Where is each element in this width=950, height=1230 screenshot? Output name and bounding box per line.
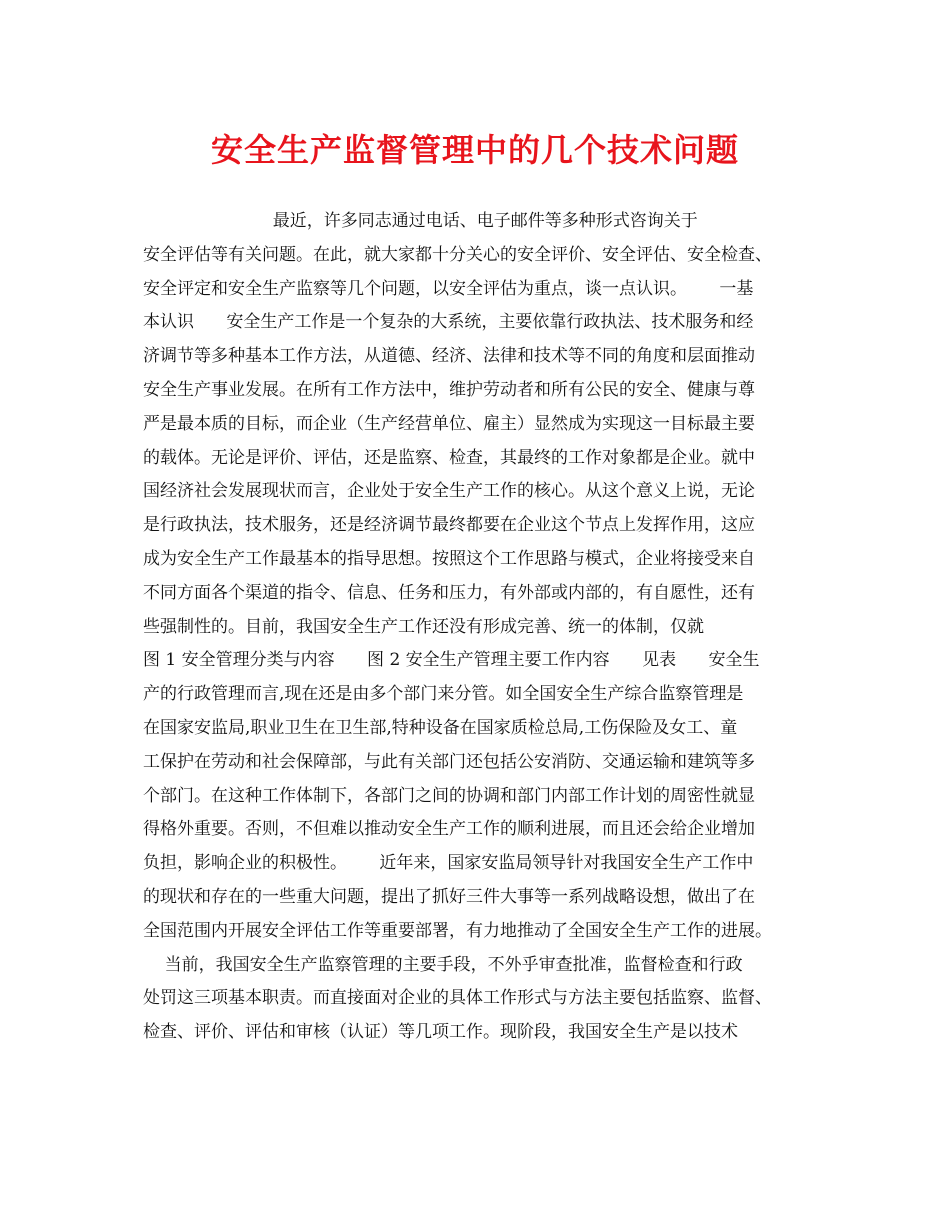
body-line: 处罚这三项基本职责。而直接面对企业的具体工作形式与方法主要包括监察、监督、 [143, 988, 772, 1009]
body-line: 不同方面各个渠道的指令、信息、任务和压力，有外部或内部的，有自愿性，还有 [143, 582, 755, 603]
body-line: 安全评估等有关问题。在此，就大家都十分关心的安全评价、安全评估、安全检查、 [143, 244, 772, 265]
body-line: 严是最本质的目标，而企业（生产经营单位、雇主）显然成为实现这一目标最主要 [143, 413, 755, 434]
body-line: 的现状和存在的一些重大问题，提出了抓好三件大事等一系列战略设想，做出了在 [143, 886, 755, 907]
body-line: 检查、评价、评估和审核（认证）等几项工作。现阶段，我国安全生产是以技术 [143, 1022, 738, 1043]
document-body [143, 205, 823, 1050]
body-line: 全国范围内开展安全评估工作等重要部署，有力地推动了全国安全生产工作的进展。 [143, 920, 772, 941]
body-line: 成为安全生产工作最基本的指导思想。按照这个工作思路与模式，企业将接受来自 [143, 548, 755, 569]
body-line: 产的行政管理而言,现在还是由多个部门来分管。如全国安全生产综合监察管理是 [143, 684, 744, 705]
body-line: 的载体。无论是评价、评估，还是监察、检查，其最终的工作对象都是企业。就中 [143, 447, 755, 468]
body-line: 个部门。在这种工作体制下，各部门之间的协调和部门内部工作计划的周密性就显 [143, 785, 755, 806]
body-line: 是行政执法，技术服务，还是经济调节最终都要在企业这个节点上发挥作用，这应 [143, 515, 755, 536]
body-line: 得格外重要。否则，不但难以推动安全生产工作的顺利进展，而且还会给企业增加 [143, 819, 755, 840]
body-line: 负担，影响企业的积极性。 近年来，国家安监局领导针对我国安全生产工作中 [143, 853, 754, 874]
body-line: 济调节等多种基本工作方法，从道德、经济、法律和技术等不同的角度和层面推动 [143, 346, 755, 367]
body-line: 最近，许多同志通过电话、电子邮件等多种形式咨询关于 [143, 211, 698, 231]
body-line: 当前，我国安全生产监察管理的主要手段，不外乎审查批准，监督检查和行政 [143, 954, 743, 975]
body-line: 些强制性的。目前，我国安全生产工作还没有形成完善、统一的体制，仅就 [143, 616, 704, 637]
body-line: 国经济社会发展现状而言，企业处于安全生产工作的核心。从这个意义上说，无论 [143, 481, 755, 502]
body-line: 安全评定和安全生产监察等几个问题，以安全评估为重点，谈一点认识。 一基 [143, 278, 754, 299]
body-line: 工保护在劳动和社会保障部，与此有关部门还包括公安消防、交通运输和建筑等多 [143, 751, 755, 772]
body-line: 本认识 安全生产工作是一个复杂的大系统，主要依靠行政执法、技术服务和经 [143, 312, 754, 333]
body-line: 在国家安监局,职业卫生在卫生部,特种设备在国家质检总局,工伤保险及女工、童 [143, 717, 738, 738]
document-title: 安全生产监督管理中的几个技术问题 [210, 131, 739, 169]
body-line: 图 1 安全管理分类与内容 图 2 安全生产管理主要工作内容 见表 安全生 [143, 650, 760, 671]
body-line: 安全生产事业发展。在所有工作方法中，维护劳动者和所有公民的安全、健康与尊 [143, 379, 755, 400]
